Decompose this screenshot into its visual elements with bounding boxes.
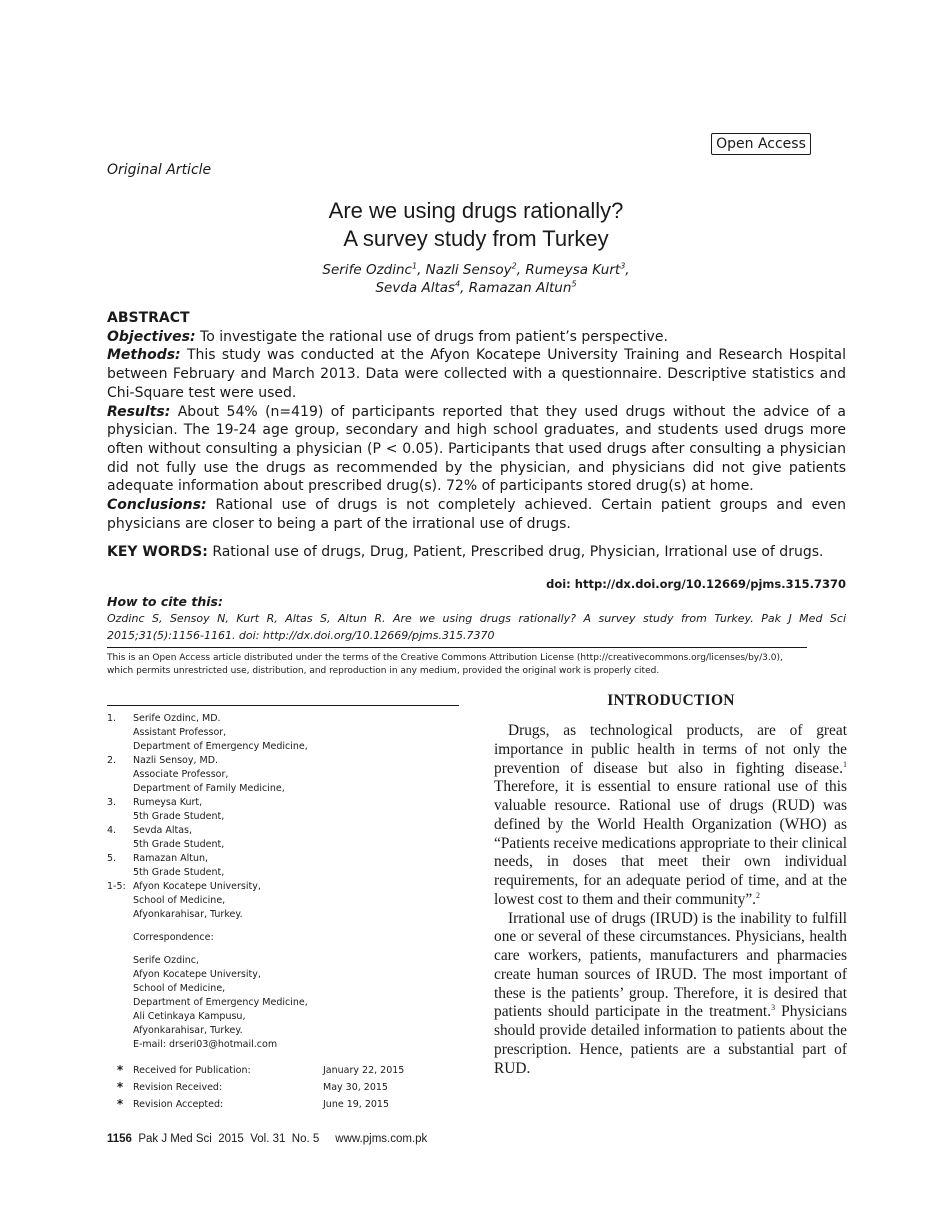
- page-number: 1156: [107, 1133, 132, 1145]
- author-name: Nazli Sensoy: [425, 262, 512, 278]
- affiliation-item: 2. Nazli Sensoy, MD. Associate Professor, Department of Family Medicine,: [107, 755, 285, 794]
- affiliation-item: 3. Rumeysa Kurt, 5th Grade Student,: [107, 797, 225, 822]
- abstract-heading: ABSTRACT: [107, 310, 190, 326]
- abstract: [107, 309, 846, 533]
- author-affiliation-marker: 5: [571, 279, 577, 289]
- affiliation-item: 5. Ramazan Altun, 5th Grade Student,: [107, 853, 225, 878]
- affiliation-item: 1-5: Afyon Kocatepe University, School of Medicine, Afyonkarahisar, Turkey.: [107, 881, 261, 920]
- author-name: Sevda Altas: [375, 280, 456, 296]
- date-row: * Revision Received: May 30, 2015: [116, 1080, 388, 1094]
- journal-website[interactable]: www.pjms.com.pk: [335, 1133, 428, 1145]
- correspondence: Correspondence: Serife Ozdinc, Afyon Kocatepe University, School of Medicine, Department of Emergency Medicine, Ali Cetinkaya Kampusu, Afyonkarahisar, Turkey. E-mail: drseri03@hotmail.com: [107, 931, 467, 1052]
- author-line-1: Serife Ozdinc$^1$, Nazli Sensoy$^2$, Rumeysa Kurt$^3$,: [322, 261, 630, 278]
- affiliation-item: 4. Sevda Altas, 5th Grade Student,: [107, 825, 225, 850]
- abstract-conclusions: Conclusions: Rational use of drugs is not completely achieved. Certain patient groups and even physicians are closer to being a part of the irrational use of drugs.: [107, 497, 846, 532]
- author-name: Ramazan Altun: [468, 280, 572, 296]
- correspondence-email[interactable]: E-mail: drseri03@hotmail.com: [133, 1039, 278, 1050]
- page-footer: 1156 Pak J Med Sci 2015 Vol. 31 No. 5 www.pjms.com.pk: [107, 1133, 428, 1145]
- article-title-line-2: A survey study from Turkey: [343, 226, 609, 251]
- author-affiliation-marker: 1: [411, 261, 418, 271]
- abstract-methods: Methods: This study was conducted at the Afyon Kocatepe University Training and Research Hospital between February and March 2013. Data were collected with a questionnaire. Descriptive statistics and Chi-Square test were used.: [107, 347, 846, 401]
- introduction-body: [494, 722, 847, 1078]
- author-name: Serife Ozdinc: [322, 262, 412, 278]
- affiliations-divider: [107, 705, 459, 706]
- article-title-line-1: Are we using drugs rationally?: [328, 198, 624, 223]
- introduction-heading: INTRODUCTION: [607, 692, 735, 709]
- keywords-text: Rational use of drugs, Drug, Patient, Prescribed drug, Physician, Irrational use of drugs.: [212, 544, 824, 560]
- author-line-2: Sevda Altas$^4$, Ramazan Altun$^5$: [375, 279, 577, 296]
- author-affiliation-marker: 4: [455, 279, 461, 289]
- article-type: Original Article: [107, 162, 212, 178]
- affiliations: [107, 712, 467, 1052]
- abstract-objectives: Objectives: To investigate the rational use of drugs from patient’s perspective.: [107, 328, 668, 345]
- affiliation-item: 1. Serife Ozdinc, MD. Assistant Professor, Department of Emergency Medicine,: [107, 713, 308, 752]
- author-name: Rumeysa Kurt: [525, 262, 621, 278]
- abstract-results: Results: About 54% (n=419) of participants reported that they used drugs without the advice of a physician. The 19-24 age group, secondary and high school graduates, and students used drugs more often without consulting a physician (P < 0.05). Participants that used drugs after consulting a physician did not fully use the drugs as recommended by the physician, and physicians did not give patients adequate information about prescribed drug(s). 72% of participants stored drug(s) at home.: [107, 403, 847, 495]
- doi-link[interactable]: doi: http://dx.doi.org/10.12669/pjms.315.7370: [546, 577, 846, 591]
- introduction-paragraph: Irrational use of drugs (IRUD) is the inability to fulfill one or several of these circumstances. Physicians, health care workers, patients, manufacturers and pharmacies create human sources of IRUD. The most important of these is the patients’ group. Therefore, it is desired that patients should participate in the treatment.$^3$ Physicians should provide detailed information to patients about the prescription. Hence, patients are a substantial part of RUD.: [494, 909, 847, 1077]
- citation-text: Ozdinc S, Sensoy N, Kurt R, Altas S, Altun R. Are we using drugs rationally? A survey study from Turkey. Pak J Med Sci 2015;31(5):1156-1161. doi: http://dx.doi.org/10.12669/pjms.315.7370: [107, 612, 846, 642]
- citation-divider: [107, 647, 807, 648]
- keywords: [107, 543, 846, 561]
- author-affiliation-marker: 2: [511, 261, 517, 271]
- correspondence-label: Correspondence:: [133, 932, 214, 943]
- keywords-label: KEY WORDS:: [107, 544, 208, 560]
- introduction-paragraph: Drugs, as technological products, are of great importance in public health in terms of not only the prevention of disease but also in fighting disease.$^1$ Therefore, it is essential to ensure rational use of this valuable resource. Rational use of drugs (RUD) was defined by the World Health Organization (WHO) as “Patients receive medications appropriate to their clinical needs, in doses that meet their own individual requirements, for an adequate period of time, and at the lowest cost to them and their community”.$^2$: [494, 722, 847, 908]
- publication-dates: [107, 1062, 467, 1113]
- author-affiliation-marker: 3: [620, 261, 626, 271]
- citation-heading: How to cite this:: [107, 594, 223, 609]
- date-row: * Revision Accepted: June 19, 2015: [116, 1097, 390, 1111]
- license-notice: This is an Open Access article distributed under the terms of the Creative Commons Attribution License (http://creativecommons.org/licenses/by/3.0), which permits unrestricted use, distribution, and reproduction in any medium, provided the original work is properly cited.: [107, 653, 783, 676]
- open-access-badge: Open Access: [711, 133, 811, 155]
- date-row: * Received for Publication: January 22, 2015: [116, 1063, 405, 1077]
